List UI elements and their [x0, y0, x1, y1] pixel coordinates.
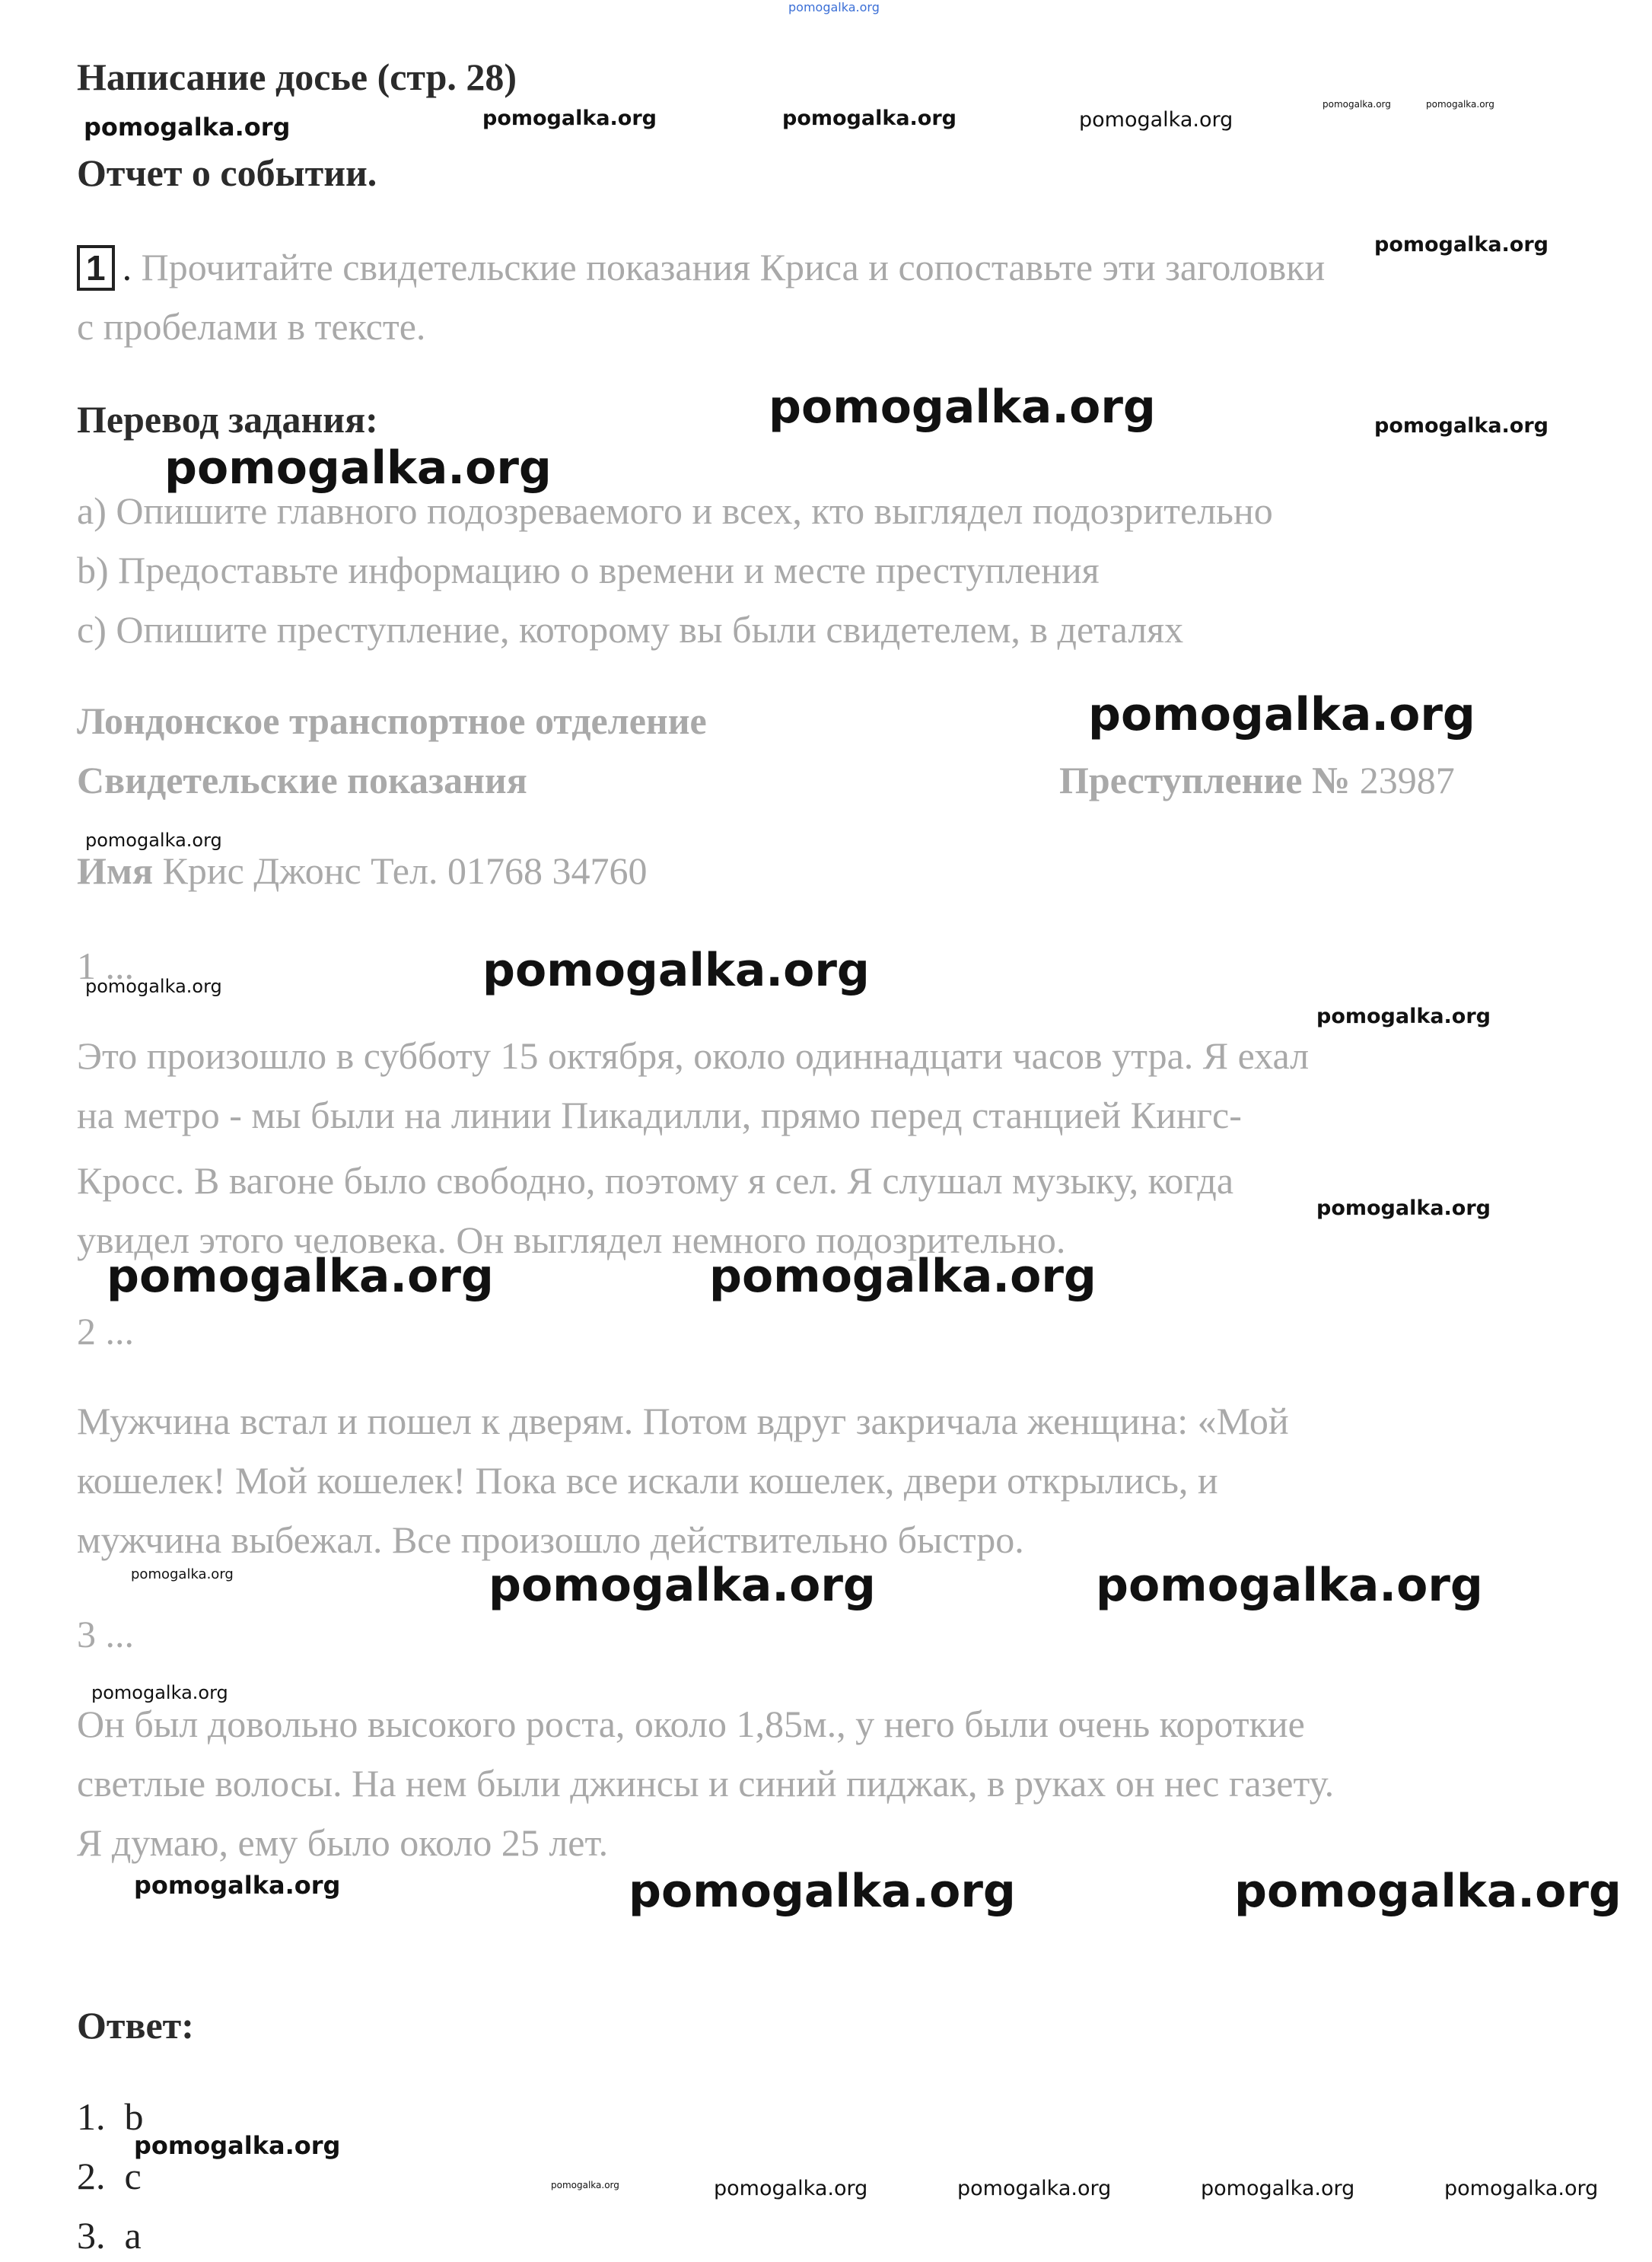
watermark: pomogalka.org — [85, 830, 222, 851]
statements-heading: Свидетельские показания — [77, 759, 527, 801]
section-marker-1: 1 ... — [77, 945, 134, 987]
translation-item-c: c) Опишите преступление, которому вы были свидетелем, в деталях — [77, 608, 1184, 651]
watermark: pomogalka.org — [769, 381, 1156, 434]
watermark: pomogalka.org — [629, 1865, 1016, 1918]
watermark: pomogalka.org — [85, 976, 222, 997]
watermark: pomogalka.org — [1444, 2177, 1599, 2200]
section-3-line-3: Я думаю, ему было около 25 лет. — [77, 1821, 609, 1864]
watermark: pomogalka.org — [1079, 108, 1233, 132]
watermark: pomogalka.org — [134, 2131, 341, 2160]
watermark: pomogalka.org — [1234, 1865, 1622, 1918]
watermark: pomogalka.org — [1426, 99, 1494, 110]
watermark: pomogalka.org — [1323, 99, 1391, 110]
section-3-line-2: светлые волосы. На нем были джинсы и синий пиджак, в руках он нес газету. — [77, 1762, 1335, 1805]
translation-item-a: a) Опишите главного подозреваемого и всех, кто выглядел подозрительно — [77, 489, 1273, 532]
section-marker-2: 2 ... — [77, 1310, 134, 1352]
watermark: pomogalka.org — [1374, 414, 1549, 438]
section-3-line-1: Он был довольно высокого роста, около 1,85м., у него были очень короткие — [77, 1703, 1305, 1745]
watermark: pomogalka.org — [91, 1682, 228, 1703]
watermark: pomogalka.org — [164, 441, 552, 495]
page-title: Написание досье (стр. 28) — [77, 56, 517, 98]
watermark: pomogalka.org — [1316, 1196, 1491, 1220]
translation-item-b: b) Предоставьте информацию о времени и месте преступления — [77, 549, 1100, 591]
watermark: pomogalka.org — [482, 107, 657, 130]
section-2-line-3: мужчина выбежал. Все произошло действительно быстро. — [77, 1518, 1024, 1561]
watermark: pomogalka.org — [84, 113, 291, 142]
watermark: pomogalka.org — [782, 107, 957, 130]
task-number: 1 — [77, 245, 115, 291]
answer-label: Ответ: — [77, 2004, 194, 2047]
department: Лондонское транспортное отделение — [77, 699, 707, 742]
answer-item-3: 3. a — [77, 2214, 142, 2257]
watermark: pomogalka.org — [1096, 1559, 1483, 1612]
watermark: pomogalka.org — [482, 944, 870, 997]
section-1-line-3: Кросс. В вагоне было свободно, поэтому я сел. Я слушал музыку, когда — [77, 1159, 1234, 1202]
task-line-2: с пробелами в тексте. — [77, 305, 426, 348]
watermark: pomogalka.org — [107, 1250, 494, 1303]
watermark: pomogalka.org — [957, 2177, 1112, 2200]
section-2-line-1: Мужчина встал и пошел к дверям. Потом вдруг закричала женщина: «Мой — [77, 1400, 1289, 1442]
page-subtitle: Отчет о событии. — [77, 151, 377, 194]
watermark: pomogalka.org — [788, 0, 880, 14]
task-text-1: Прочитайте свидетельские показания Криса и сопоставьте эти заголовки — [141, 246, 1326, 288]
crime-number: Преступление № 23987 — [1059, 759, 1455, 801]
answer-item-2: 2. c — [77, 2155, 142, 2197]
task-line-1: 1 . Прочитайте свидетельские показания Криса и сопоставьте эти заголовки — [77, 245, 1325, 291]
answer-item-1: 1. b — [77, 2095, 144, 2138]
watermark: pomogalka.org — [131, 1566, 234, 1582]
watermark: pomogalka.org — [709, 1250, 1097, 1303]
watermark: pomogalka.org — [1316, 1005, 1491, 1028]
watermark: pomogalka.org — [1374, 233, 1549, 256]
watermark: pomogalka.org — [489, 1559, 876, 1612]
watermark: pomogalka.org — [714, 2177, 868, 2200]
watermark: pomogalka.org — [134, 1871, 341, 1900]
section-1-line-4: увидел этого человека. Он выглядел немного подозрительно. — [77, 1219, 1066, 1261]
name-line: Имя Крис Джонс Тел. 01768 34760 — [77, 849, 648, 892]
watermark: pomogalka.org — [551, 2180, 619, 2190]
section-1-line-1: Это произошло в субботу 15 октября, около одиннадцати часов утра. Я ехал — [77, 1034, 1310, 1077]
section-1-line-2: на метро - мы были на линии Пикадилли, прямо перед станцией Кингс- — [77, 1094, 1242, 1136]
translation-label: Перевод задания: — [77, 398, 378, 441]
watermark: pomogalka.org — [1088, 688, 1475, 741]
watermark: pomogalka.org — [1201, 2177, 1355, 2200]
section-marker-3: 3 ... — [77, 1613, 134, 1655]
section-2-line-2: кошелек! Мой кошелек! Пока все искали кошелек, двери открылись, и — [77, 1459, 1218, 1502]
